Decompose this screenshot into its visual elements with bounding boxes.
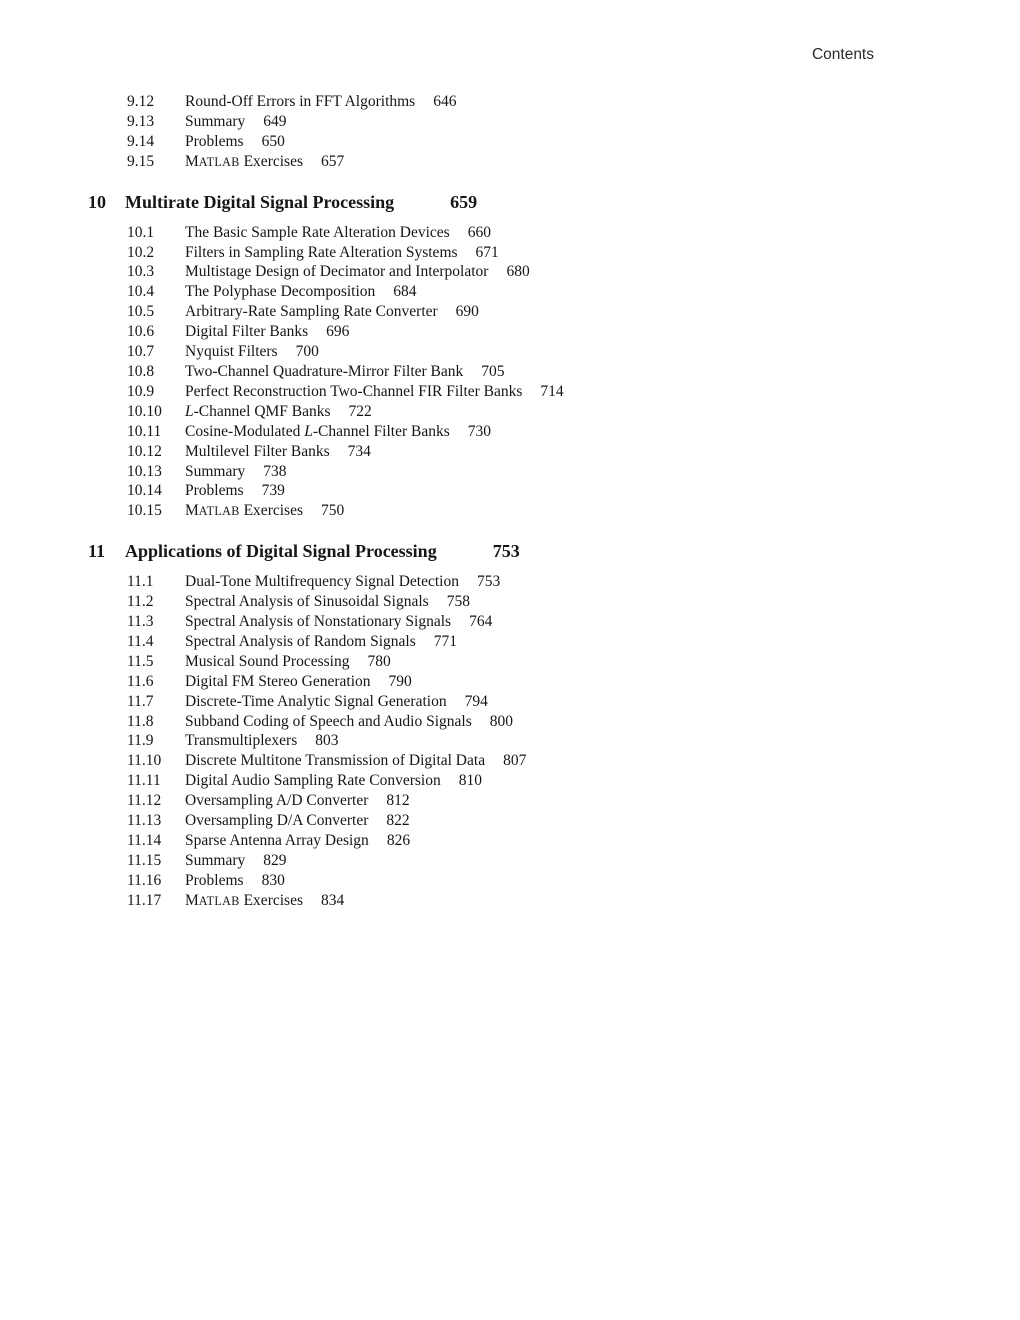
section-number: 10.10 xyxy=(127,402,162,420)
toc-entry xyxy=(127,481,948,501)
section-page-number: 826 xyxy=(386,832,411,849)
section-title: Problems xyxy=(185,871,244,889)
chapter-heading xyxy=(88,539,948,563)
section-page-number: 690 xyxy=(455,303,479,321)
toc-entry xyxy=(127,462,948,482)
section-page-number: 657 xyxy=(320,152,345,170)
section-page-number: 764 xyxy=(469,613,493,631)
section-page-number: 700 xyxy=(295,343,319,361)
toc-entry xyxy=(127,92,948,112)
section-page-number: 807 xyxy=(503,752,527,770)
section-page-number: 803 xyxy=(315,732,339,750)
section-title: Summary xyxy=(185,851,246,869)
section-page-number: 790 xyxy=(388,672,412,690)
toc-entry xyxy=(127,811,948,831)
section-list xyxy=(88,572,948,911)
toc-entry xyxy=(127,282,948,302)
toc-entry xyxy=(127,771,948,791)
toc-entry xyxy=(127,342,948,362)
toc-entry xyxy=(127,652,948,672)
section-page-number: 714 xyxy=(540,382,564,400)
toc-entry xyxy=(127,612,948,632)
section-number: 11.14 xyxy=(127,832,162,849)
section-title: Perfect Reconstruction Two-Channel FIR Filter Banks xyxy=(185,382,523,400)
section-number: 10.12 xyxy=(127,442,162,460)
section-title: Oversampling D/A Converter xyxy=(185,812,369,830)
section-title: Discrete Multitone Transmission of Digital Data xyxy=(185,752,486,770)
toc-entry xyxy=(127,731,948,751)
section-title: L-Channel QMF Banks xyxy=(185,402,331,420)
section-title: Transmultiplexers xyxy=(185,732,298,750)
section-number: 11.5 xyxy=(127,652,154,670)
section-number: 11.17 xyxy=(127,891,162,909)
section-title: Problems xyxy=(185,482,244,500)
section-page-number: 705 xyxy=(481,362,505,380)
section-page-number: 829 xyxy=(263,851,287,869)
section-number: 10.9 xyxy=(127,382,155,400)
section-number: 10.4 xyxy=(127,283,155,301)
section-number: 11.6 xyxy=(127,672,154,690)
section-title: Discrete-Time Analytic Signal Generation xyxy=(185,692,447,710)
section-number: 11.16 xyxy=(127,871,162,889)
section-title: The Polyphase Decomposition xyxy=(185,283,376,301)
section-page-number: 812 xyxy=(386,792,410,810)
section-number: 11.7 xyxy=(127,692,154,710)
toc-entry xyxy=(127,692,948,712)
section-number: 11.8 xyxy=(127,712,154,730)
section-title: Filters in Sampling Rate Alteration Systems xyxy=(185,243,458,261)
section-title: MATLAB Exercises xyxy=(185,152,303,170)
section-page-number: 660 xyxy=(467,223,491,241)
toc-entry xyxy=(127,632,948,652)
section-title: MATLAB Exercises xyxy=(185,502,303,520)
section-title: Oversampling A/D Converter xyxy=(185,792,369,810)
section-page-number: 684 xyxy=(393,283,417,301)
running-head: Contents xyxy=(811,46,874,63)
toc-entry xyxy=(127,442,948,462)
section-title: Round-Off Errors in FFT Algorithms xyxy=(185,93,416,110)
section-title: Subband Coding of Speech and Audio Signals xyxy=(185,712,472,730)
section-number: 11.10 xyxy=(127,752,162,770)
section-page-number: 739 xyxy=(261,482,285,500)
chapter-page-number: 659 xyxy=(450,191,478,212)
section-title: Spectral Analysis of Sinusoidal Signals xyxy=(185,593,429,611)
toc-entry xyxy=(127,422,948,442)
section-page-number: 780 xyxy=(367,652,391,670)
section-number: 10.6 xyxy=(127,323,155,341)
section-title: Musical Sound Processing xyxy=(185,652,350,670)
toc-entry xyxy=(127,322,948,342)
section-title: Digital Audio Sampling Rate Conversion xyxy=(185,772,441,790)
toc-entry xyxy=(127,152,948,173)
section-page-number: 738 xyxy=(263,462,287,480)
section-number: 11.12 xyxy=(127,792,162,810)
section-page-number: 680 xyxy=(506,263,530,281)
chapter-title: Multirate Digital Signal Processing xyxy=(125,191,395,212)
section-list xyxy=(88,223,948,523)
toc-entry xyxy=(127,362,948,382)
section-page-number: 734 xyxy=(347,442,371,460)
section-number: 10.8 xyxy=(127,362,155,380)
section-number: 9.13 xyxy=(127,112,155,130)
section-page-number: 830 xyxy=(261,871,285,889)
section-title: Summary xyxy=(185,112,246,130)
chapter-page-number: 753 xyxy=(492,541,520,562)
section-number: 10.13 xyxy=(127,462,162,480)
section-number: 10.11 xyxy=(127,422,162,440)
toc-entry xyxy=(127,592,948,612)
section-title: Sparse Antenna Array Design xyxy=(185,832,369,849)
toc-entry xyxy=(127,223,948,243)
section-page-number: 822 xyxy=(386,812,410,830)
section-list xyxy=(88,92,948,173)
section-page-number: 750 xyxy=(320,502,345,520)
section-number: 11.15 xyxy=(127,851,162,869)
section-page-number: 758 xyxy=(446,593,470,611)
toc-entry xyxy=(127,402,948,422)
section-number: 11.4 xyxy=(127,632,154,650)
toc-entry xyxy=(127,751,948,771)
section-number: 10.15 xyxy=(127,502,162,520)
section-page-number: 649 xyxy=(263,112,287,130)
section-page-number: 771 xyxy=(433,632,458,650)
section-number: 11.9 xyxy=(127,732,154,750)
section-title: Spectral Analysis of Nonstationary Signals xyxy=(185,613,452,631)
toc-entry xyxy=(127,501,948,522)
section-title: Multilevel Filter Banks xyxy=(185,442,330,460)
toc-entry xyxy=(127,831,948,851)
section-page-number: 753 xyxy=(476,573,501,591)
section-page-number: 810 xyxy=(458,772,482,790)
section-page-number: 650 xyxy=(261,132,285,150)
section-number: 11.11 xyxy=(127,772,161,790)
section-number: 9.14 xyxy=(127,132,155,150)
chapter-heading xyxy=(88,190,948,214)
section-page-number: 696 xyxy=(326,323,350,341)
toc-entry xyxy=(127,243,948,263)
toc-entry xyxy=(127,871,948,891)
chapter-title: Applications of Digital Signal Processing xyxy=(125,541,437,562)
section-title: Digital FM Stereo Generation xyxy=(185,672,371,690)
toc-entry xyxy=(127,262,948,282)
section-title: Problems xyxy=(185,132,244,150)
toc-entry xyxy=(127,132,948,152)
section-number: 11.2 xyxy=(127,593,154,611)
section-title: Summary xyxy=(185,462,246,480)
section-title: Arbitrary-Rate Sampling Rate Converter xyxy=(185,303,438,321)
section-number: 11.1 xyxy=(127,573,154,591)
section-page-number: 646 xyxy=(433,93,457,110)
section-number: 10.3 xyxy=(127,263,155,281)
section-number: 10.1 xyxy=(127,223,155,241)
section-number: 10.2 xyxy=(127,243,155,261)
section-title: The Basic Sample Rate Alteration Devices xyxy=(185,223,450,241)
section-title: Digital Filter Banks xyxy=(185,323,309,341)
section-number: 10.7 xyxy=(127,343,155,361)
section-number: 11.3 xyxy=(127,613,154,631)
section-page-number: 794 xyxy=(464,692,488,710)
section-number: 9.12 xyxy=(127,93,155,110)
toc-content xyxy=(88,92,948,912)
toc-entry xyxy=(127,572,948,592)
section-title: Multistage Design of Decimator and Interpolator xyxy=(185,263,489,281)
section-number: 9.15 xyxy=(127,152,155,170)
toc-entry xyxy=(127,672,948,692)
section-page-number: 834 xyxy=(320,891,345,909)
section-title: Nyquist Filters xyxy=(185,343,278,361)
toc-entry xyxy=(127,891,948,912)
section-page-number: 671 xyxy=(475,243,499,261)
toc-entry xyxy=(127,791,948,811)
toc-entry xyxy=(127,112,948,132)
section-page-number: 730 xyxy=(467,422,492,440)
section-number: 10.14 xyxy=(127,482,162,500)
section-title: Two-Channel Quadrature-Mirror Filter Bank xyxy=(185,362,464,380)
section-title: Cosine-Modulated L-Channel Filter Banks xyxy=(185,422,450,440)
toc-entry xyxy=(127,302,948,322)
section-title: MATLAB Exercises xyxy=(185,891,303,909)
toc-entry xyxy=(127,851,948,871)
section-title: Dual-Tone Multifrequency Signal Detection xyxy=(185,573,459,591)
section-title: Spectral Analysis of Random Signals xyxy=(185,632,416,650)
toc-entry xyxy=(127,712,948,732)
section-number: 11.13 xyxy=(127,812,162,830)
section-page-number: 722 xyxy=(348,402,372,420)
chapter-number: 11 xyxy=(88,541,106,562)
toc-entry xyxy=(127,382,948,402)
section-number: 10.5 xyxy=(127,303,155,321)
chapter-number: 10 xyxy=(88,191,106,212)
section-page-number: 800 xyxy=(489,712,513,730)
